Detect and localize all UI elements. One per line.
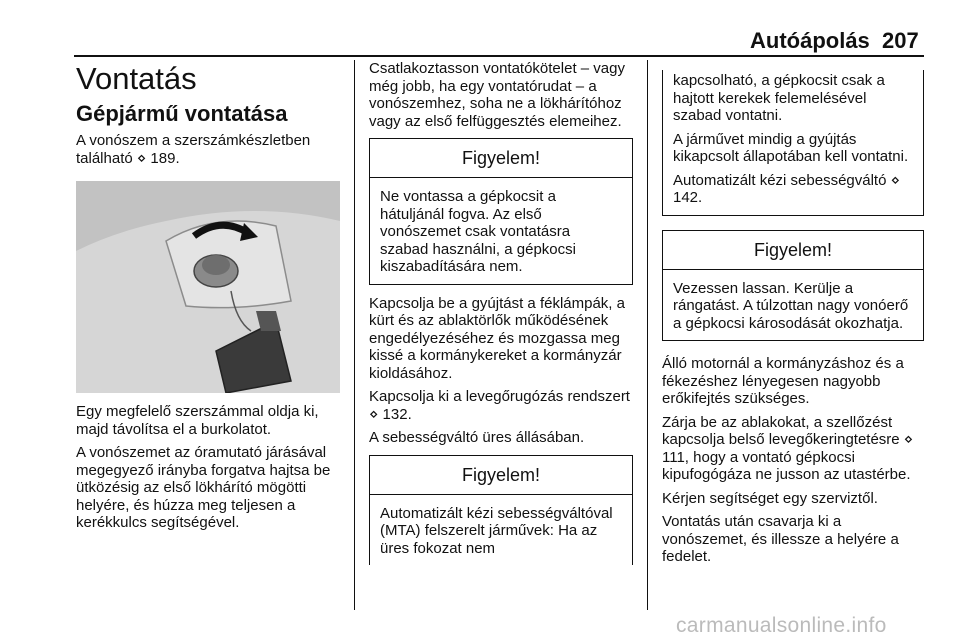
paragraph: Kérjen segítséget egy szerviztől. bbox=[662, 489, 878, 507]
warning-box bbox=[662, 230, 924, 342]
warning-text: kapcsolható, a gépkocsit csak a hajtott kerekek felemelésével szabad vontatni. bbox=[673, 72, 885, 124]
column-2 bbox=[369, 60, 633, 575]
running-header-title: Autóápolás bbox=[750, 28, 870, 53]
column-divider bbox=[647, 60, 648, 610]
warning-box bbox=[369, 138, 633, 285]
warning-text: Ne vontassa a gépkocsit a hátuljánál fogva. Az első vonószemet csak vontatásra szabad használni, a gépkocsi kiszabadítására nem. bbox=[380, 188, 576, 275]
paragraph: A sebességváltó üres állásában. bbox=[369, 429, 585, 446]
warning-text: Automatizált kézi sebességváltóval (MTA) felszerelt járművek: Ha az üres fokozat nem bbox=[380, 504, 613, 557]
subsection-title: Gépjármű vontatása bbox=[76, 101, 288, 126]
watermark: carmanualsonline.info bbox=[676, 614, 887, 637]
paragraph: Vontatás után csavarja ki a vonószemet, és illessze a helyére a fedelet. bbox=[662, 513, 899, 565]
paragraph: Csatlakoztasson vontatókötelet – vagy még jobb, ha egy vontatórudat – a vonószemhez, soha ne a lökhárítóhoz vagy az első felfüggesztés elemeihez. bbox=[369, 60, 625, 130]
section-title: Vontatás bbox=[76, 61, 197, 96]
page-number: 207 bbox=[882, 28, 919, 53]
warning-box-continued bbox=[662, 70, 924, 216]
warning-title: Figyelem! bbox=[370, 139, 632, 178]
paragraph: Kapcsolja ki a levegőrugózás rendszert ⋄ 132. bbox=[369, 388, 630, 423]
paragraph: Egy megfelelő szerszámmal oldja ki, majd távolítsa el a burkolatot. bbox=[76, 403, 319, 438]
warning-text: A járművet mindig a gyújtás kikapcsolt állapotában kell vontatni. bbox=[673, 130, 909, 165]
warning-text: Vezessen lassan. Kerülje a rángatást. A túlzottan nagy vonóerő a gépkocsi károsodását okozhatja. bbox=[673, 279, 909, 332]
paragraph: A vonószemet az óramutató járásával megegyező irányba forgatva hajtsa be ütközésig az első lökhárító mögötti helyére, és húzza meg teljesen a kerékkulcs segítségével. bbox=[76, 444, 331, 531]
warning-title: Figyelem! bbox=[370, 456, 632, 495]
column-divider bbox=[354, 60, 355, 610]
paragraph: A vonószem a szerszámkészletben található ⋄ 189. bbox=[76, 132, 311, 167]
column-3 bbox=[662, 60, 924, 572]
header-rule bbox=[74, 55, 924, 57]
column-1 bbox=[76, 60, 344, 538]
paragraph: Álló motornál a kormányzáshoz és a fékezéshez lényegesen nagyobb erőkifejtés szükséges. bbox=[662, 355, 904, 407]
warning-box bbox=[369, 455, 633, 566]
warning-title: Figyelem! bbox=[663, 231, 923, 270]
tow-eye-illustration bbox=[76, 181, 340, 393]
warning-text: Automatizált kézi sebességváltó ⋄ 142. bbox=[673, 171, 900, 206]
paragraph: Kapcsolja be a gyújtást a féklámpák, a kürt és az ablaktörlők működésének engedélyezéséhez és mozgassa meg kissé a kormánykereket a kormányzár kioldásához. bbox=[369, 294, 625, 382]
paragraph: Zárja be az ablakokat, a szellőzést kapcsolja belső levegőkeringtetésre ⋄ 111, hogy a vontató gépkocsi kipufogógáza ne jusson az utastérbe. bbox=[662, 413, 914, 483]
